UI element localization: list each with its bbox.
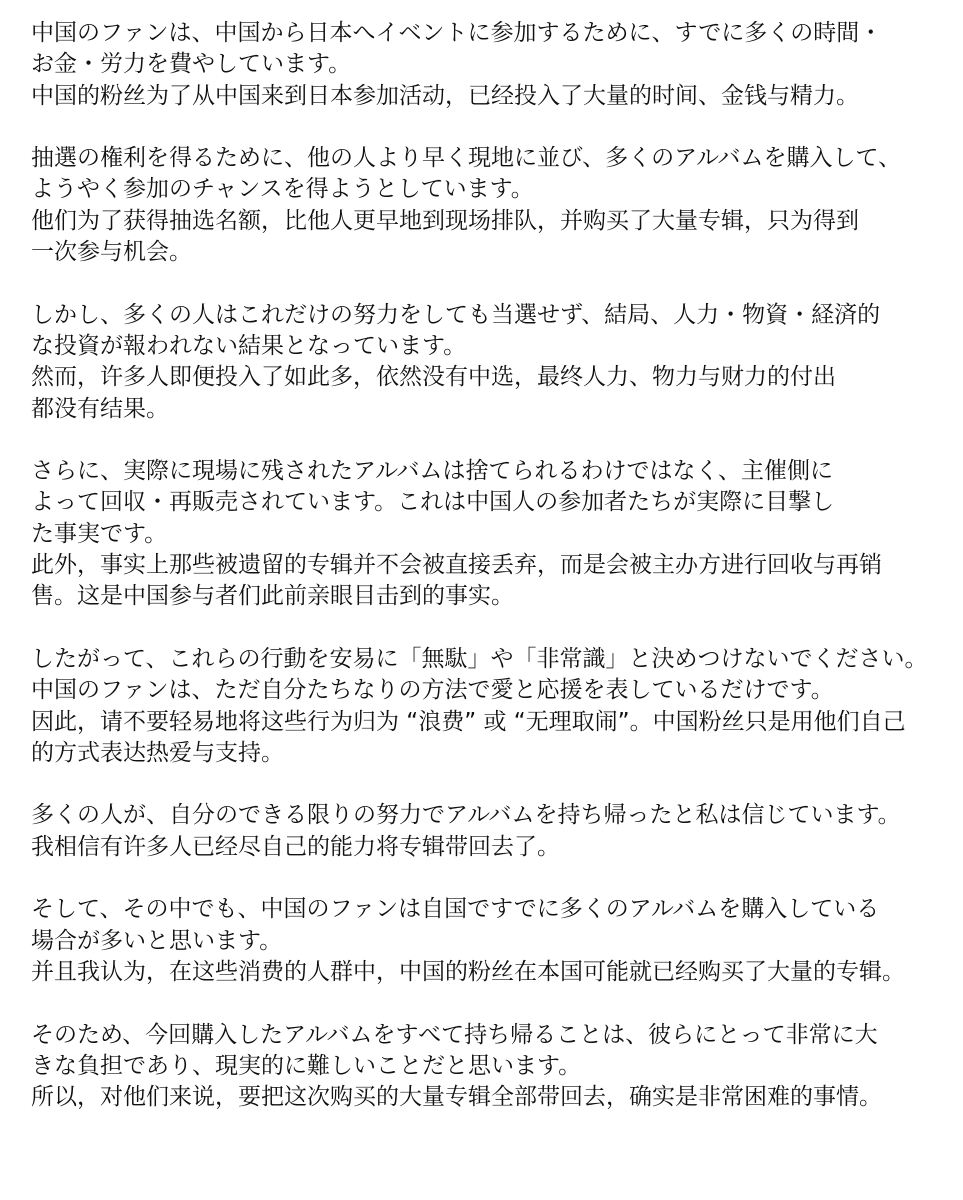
text-line: そのため、今回購入したアルバムをすべて持ち帰ることは、彼らにとって非常に大 [31, 1021, 878, 1048]
text-line: 的方式表达热爱与支持。 [31, 739, 284, 766]
text-line: 我相信有许多人已经尽自己的能力将专辑带回去了。 [31, 833, 560, 860]
text-line: 他们为了获得抽选名额，比他人更早地到现场排队，并购买了大量专辑，只为得到 [31, 207, 859, 234]
text-line: 所以，对他们来说，要把这次购买的大量专辑全部带回去，确实是非常困难的事情。 [31, 1084, 882, 1111]
paragraph-2 [31, 143, 951, 268]
paragraph-1 [31, 18, 951, 112]
text-line: 并且我认为，在这些消费的人群中，中国的粉丝在本国可能就已经购买了大量的专辑。 [31, 958, 905, 985]
paragraph-3 [31, 300, 951, 425]
text-line: 中国のファンは、ただ自分たちなりの方法で愛と応援を表しているだけです。 [31, 677, 834, 704]
text-line: しかし、多くの人はこれだけの努力をしても当選せず、結局、人力・物資・経済的 [31, 301, 881, 328]
text-line: 此外，事实上那些被遗留的专辑并不会被直接丢弃，而是会被主办方进行回收与再销 [31, 552, 882, 579]
text-line: 都没有结果。 [31, 395, 169, 422]
paragraph-6 [31, 800, 951, 863]
text-line: さらに、実際に現場に残されたアルバムは捨てられるわけではなく、主催側に [31, 458, 834, 485]
text-line: た事実です。 [31, 520, 168, 547]
text-line: 然而，许多人即便投入了如此多，依然没有中选，最终人力、物力与财力的付出 [31, 364, 836, 391]
text-line: したがって、これらの行動を安易に「無駄」や「非常識」と決めつけないでください。 [31, 645, 928, 672]
text-line: よって回収・再販売されています。これは中国人の参加者たちが実際に目撃し [31, 489, 835, 516]
text-line: 中国的粉丝为了从中国来到日本参加活动，已经投入了大量的时间、金钱与精力。 [31, 82, 859, 109]
paragraph-7 [31, 894, 951, 988]
paragraph-4 [31, 456, 951, 612]
text-line: 一次参与机会。 [31, 239, 192, 266]
text-line: 中国のファンは、中国から日本へイベントに参加するために、すでに多くの時間・ [31, 20, 883, 46]
text-line: そして、その中でも、中国のファンは自国ですでに多くのアルバムを購入している [31, 896, 880, 923]
text-line: お金・労力を費やしています。 [31, 51, 352, 78]
text-line: ようやく参加のチャンスを得ようとしています。 [31, 176, 534, 203]
text-line: 抽選の権利を得るために、他の人より早く現地に並び、多くのアルバムを購入して、 [31, 145, 902, 172]
document-body [31, 18, 951, 1113]
text-line: 售。这是中国参与者们此前亲眼目击到的事实。 [31, 583, 514, 610]
text-line: 多くの人が、自分のできる限りの努力でアルバムを持ち帰ったと私は信じています。 [31, 802, 901, 829]
text-line: 因此，请不要轻易地将这些行为归为 “浪费” 或 “无理取闹”。中国粉丝只是用他们自己 [31, 708, 906, 735]
paragraph-5 [31, 644, 951, 769]
text-line: な投資が報われない結果となっています。 [31, 332, 467, 359]
text-line: きな負担であり、現実的に難しいことだと思います。 [31, 1052, 582, 1079]
paragraph-8 [31, 1020, 951, 1114]
text-line: 場合が多いと思います。 [31, 927, 283, 954]
